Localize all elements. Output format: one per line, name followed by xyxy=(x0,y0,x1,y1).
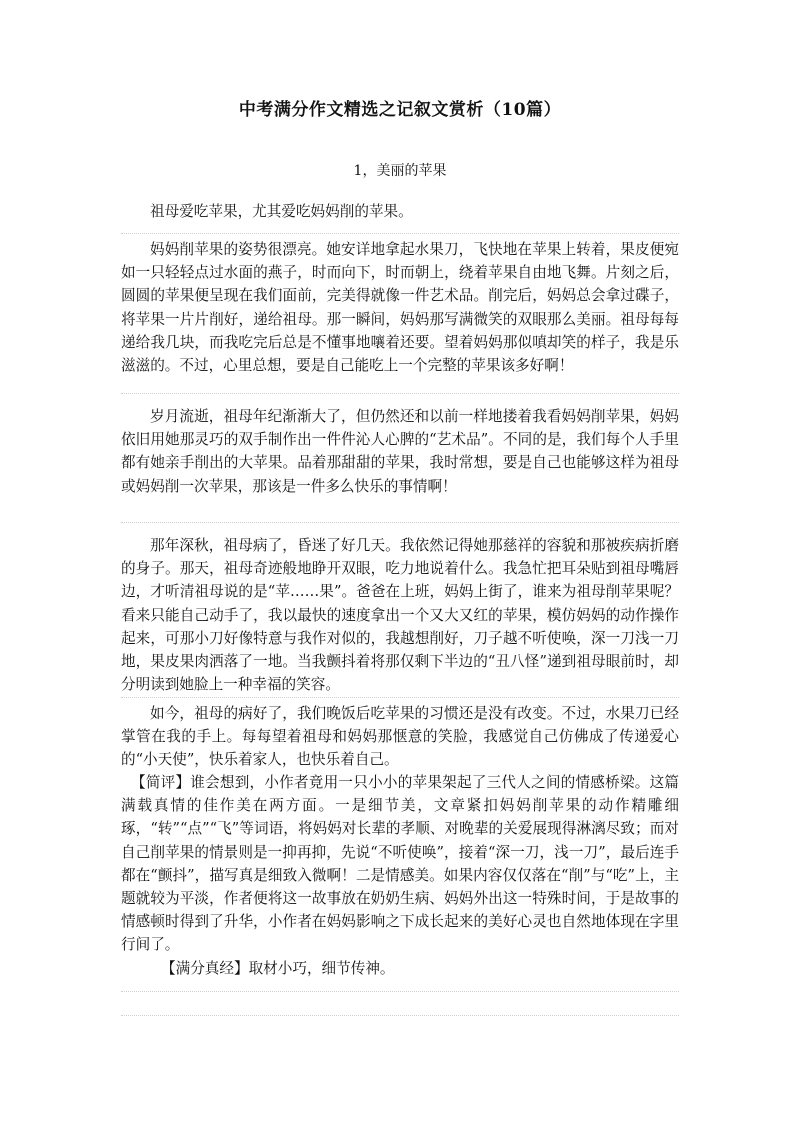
dotted-divider xyxy=(121,1015,679,1016)
paragraph-1: 祖母爱吃苹果，尤其爱吃妈妈削的苹果。 xyxy=(150,203,413,220)
commentary-paragraph: 【简评】谁会想到，小作者竟用一只小小的苹果架起了三代人之间的情感桥梁。这篇满载真情的佳作美在两方面。一是细节美，文章紧扣妈妈削苹果的动作精雕细琢，“转”“点”“飞”等词语，将妈妈对长辈的孝顺、对晚辈的关爱展现得淋漓尽致；而对自己削苹果的情景则是一抑再抑，先说“不听使唤”，接着“深一刀，浅一刀”，最后连手都在“颤抖”，描写真是细致入微啊！二是情感美。如果内容仅仅落在“削”与“吃”上，主题就较为平淡，作者便将这一故事放在奶奶生病、妈妈外出这一特殊时间，于是故事的情感顿时得到了升华，小作者在妈妈影响之下成长起来的美好心灵也自然地体现在字里行间了。 xyxy=(121,774,679,954)
paragraph-5: 如今，祖母的病好了，我们晚饭后吃苹果的习惯还是没有改变。不过，水果刀已经掌管在我的手上。每每望着祖母和妈妈那惬意的笑脸，我感觉自己仿佛成了传递爱心的“小天使”，快乐着家人，也快乐着自己。 xyxy=(121,705,679,769)
dotted-divider xyxy=(121,393,679,394)
paragraph-2: 妈妈削苹果的姿势很漂亮。她安详地拿起水果刀，飞快地在苹果上转着，果皮便宛如一只轻轻点过水面的燕子，时而向下，时而朝上，绕着苹果自由地飞舞。片刻之后，圆圆的苹果便呈现在我们面前，完美得就像一件艺术品。削完后，妈妈总会拿过碟子，将苹果一片片削好，递给祖母。那一瞬间，妈妈那写满微笑的双眼那么美丽。祖母每每递给我几块，而我吃完后总是不懂事地嚷着还要。望着妈妈那似嗔却笑的样子，我是乐滋滋的。不过，心里总想，要是自己能吃上一个完整的苹果该多好啊！ xyxy=(121,241,679,375)
section-title: 1，美丽的苹果 xyxy=(353,163,447,179)
dotted-divider xyxy=(121,697,679,698)
dotted-divider xyxy=(121,522,679,523)
paragraph-4: 那年深秋，祖母病了，昏迷了好几天。我依然记得她那慈祥的容貌和那被疾病折磨的身子。那天，祖母奇迹般地睁开双眼，吃力地说着什么。我急忙把耳朵贴到祖母嘴唇边，才听清祖母说的是“苹……果”。爸爸在上班，妈妈上街了，谁来为祖母削苹果呢？看来只能自己动手了，我以最快的速度拿出一个又大又红的苹果，模仿妈妈的动作操作起来，可那小刀好像特意与我作对似的，我越想削好，刀子越不听使唤，深一刀浅一刀地，果皮果肉洒落了一地。当我颤抖着将那仅剩下半边的“丑八怪”递到祖母眼前时，却分明读到她脸上一种幸福的笑容。 xyxy=(121,537,679,694)
paragraph-3: 岁月流逝，祖母年纪渐渐大了，但仍然还和以前一样地搂着我看妈妈削苹果，妈妈依旧用她那灵巧的双手制作出一件件沁人心脾的“艺术品”。不同的是，我们每个人手里都有她亲手削出的大苹果。品着那甜甜的苹果，我时常想，要是自己也能够这样为祖母或妈妈削一次苹果，那该是一件多么快乐的事情啊！ xyxy=(121,408,679,495)
dotted-divider xyxy=(121,991,679,992)
dotted-divider xyxy=(121,233,679,234)
document-title: 中考满分作文精选之记叙文赏析（10篇） xyxy=(238,100,562,120)
key-point-paragraph: 【满分真经】取材小巧，细节传神。 xyxy=(161,960,395,977)
